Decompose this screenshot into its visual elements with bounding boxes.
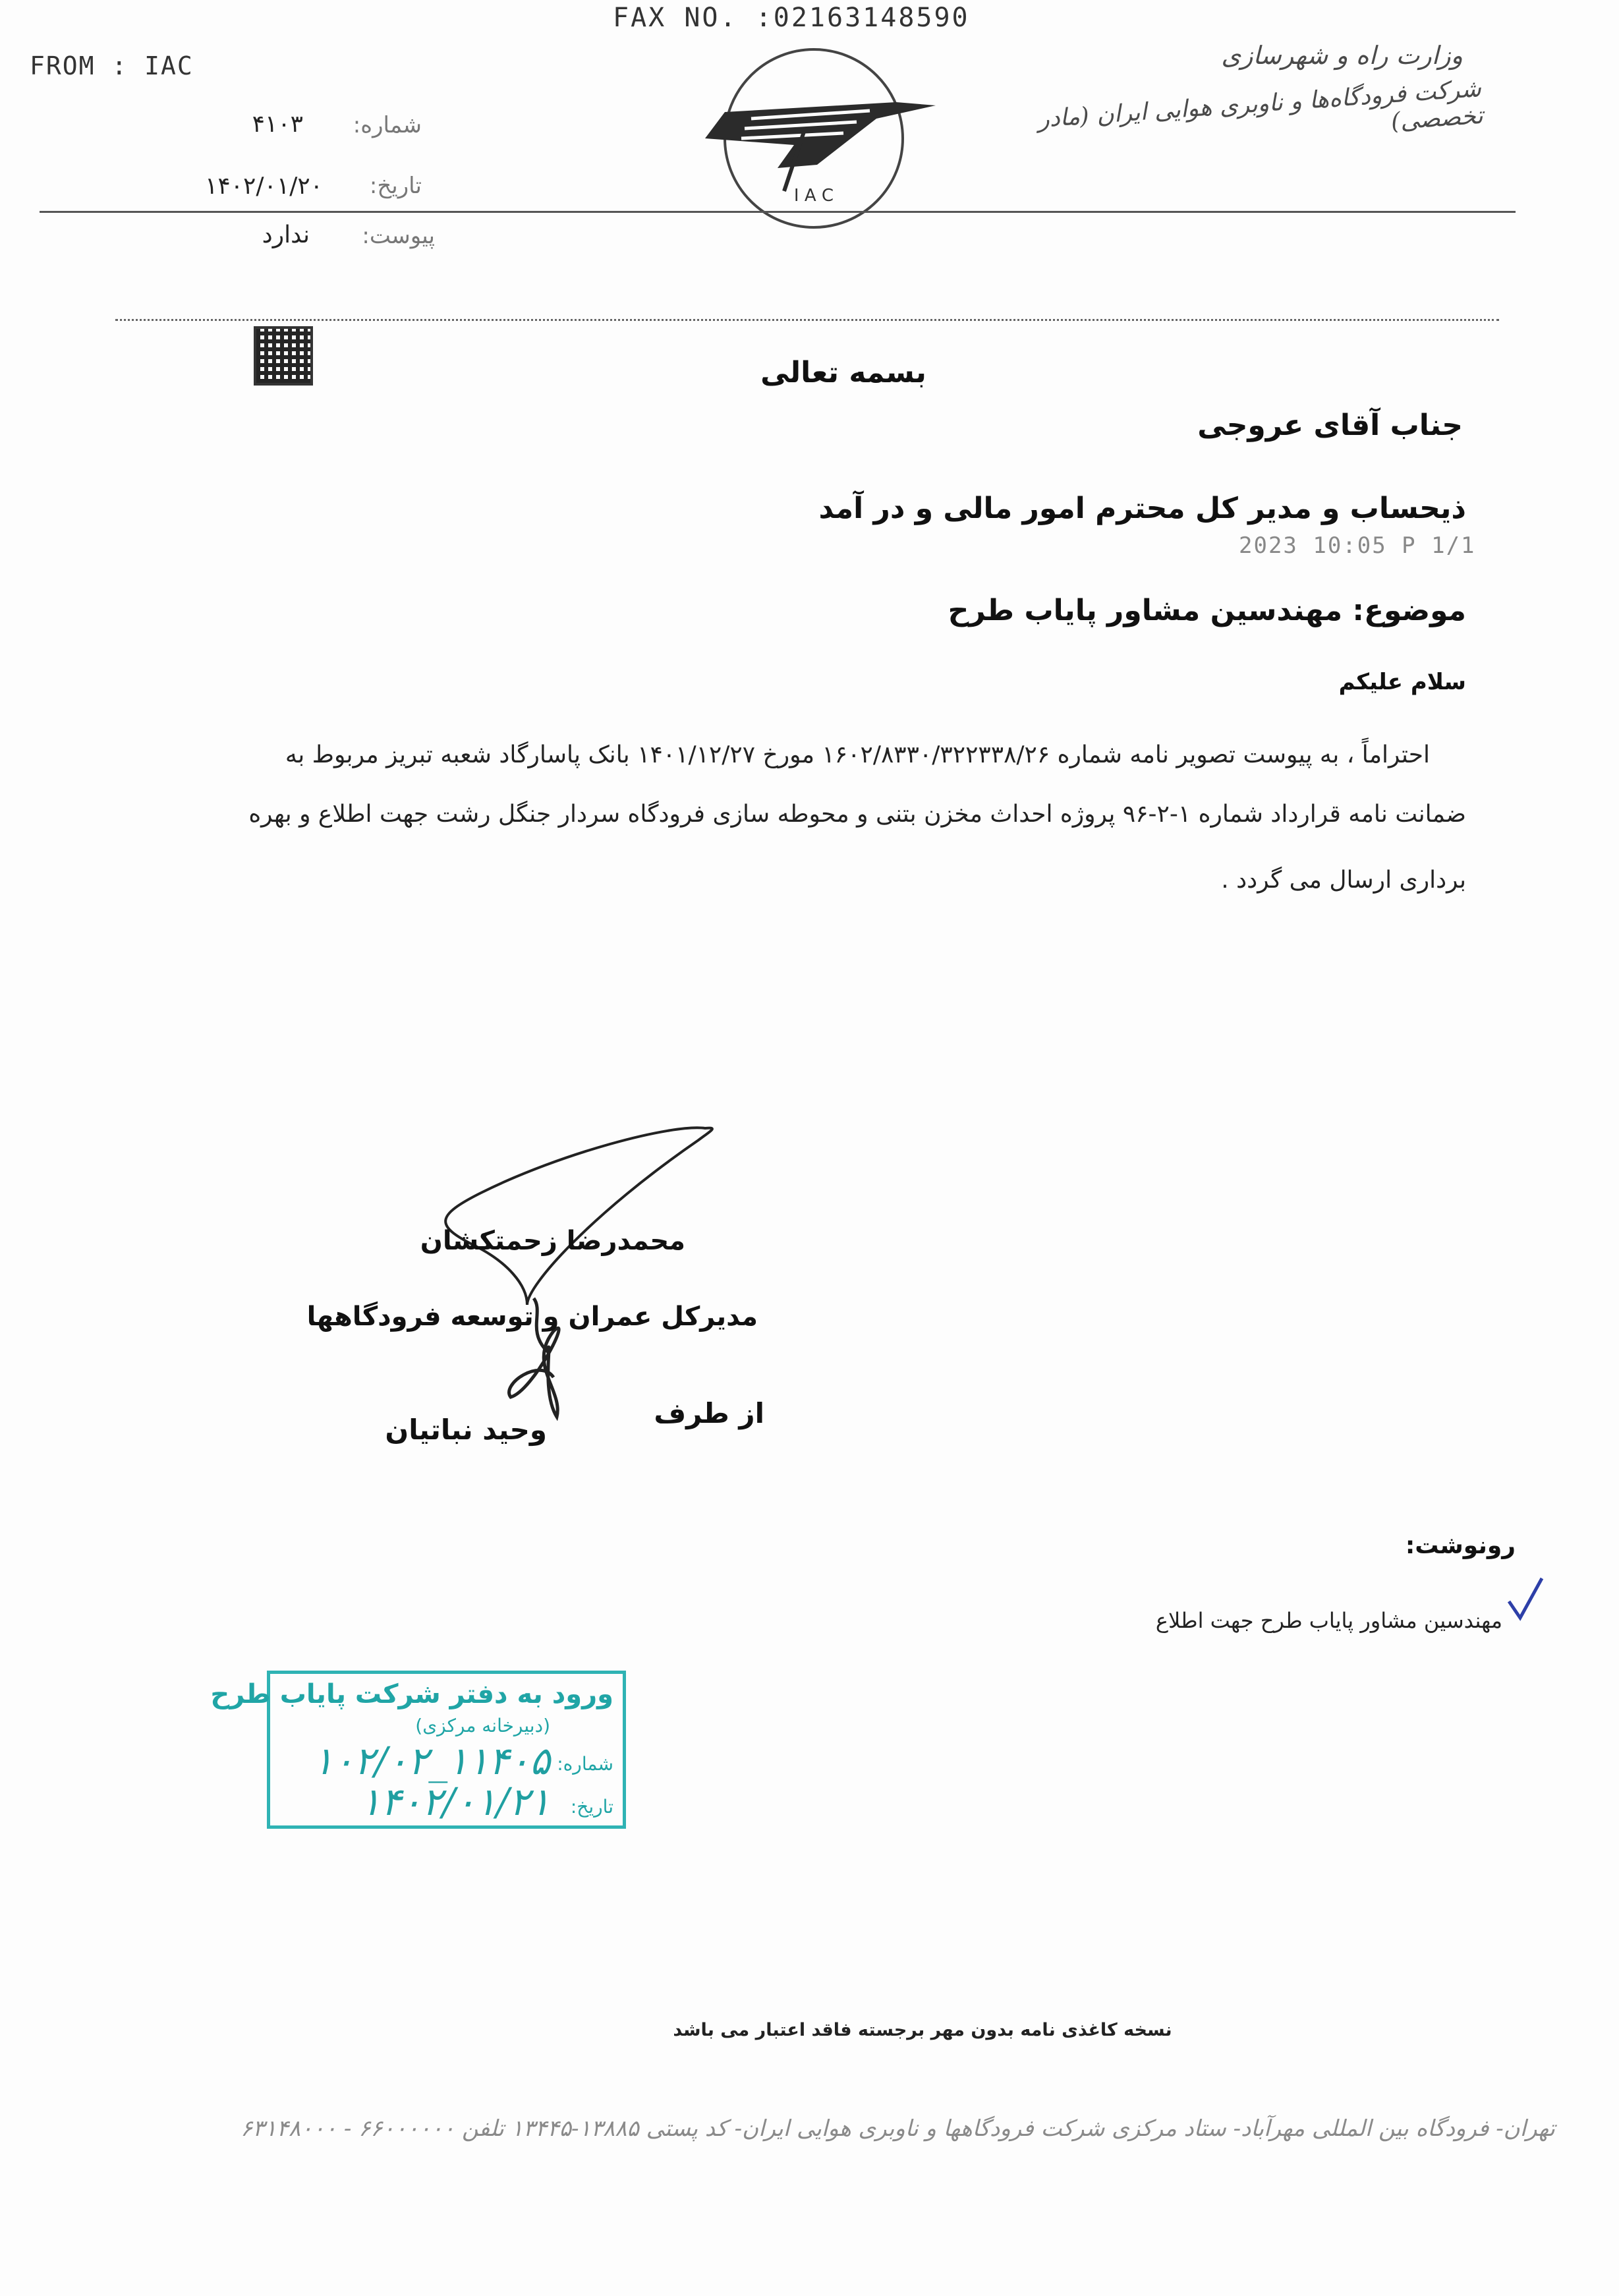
header-dotted-rule [115, 319, 1499, 321]
fax-transmission-stamp: 2023 10:05 P 1/1 [1239, 532, 1476, 559]
attachment-value: ندارد [262, 221, 310, 248]
receipt-stamp [210, 1671, 626, 1829]
cc-label: رونوشت: [1405, 1532, 1516, 1559]
stamp-date-label: تاریخ: [570, 1796, 613, 1818]
number-label: شماره: [353, 112, 422, 138]
on-behalf-name: وحید نباتیان [385, 1414, 547, 1446]
signer-name: محمدرضا زحمتکشان [420, 1226, 685, 1256]
on-behalf-label: از طرف [654, 1397, 764, 1429]
checkmark-icon [1506, 1575, 1545, 1621]
header-rule [40, 211, 1516, 213]
paragraph-line: برداری ارسال می گردد . [1221, 867, 1466, 894]
stamp-date-value: ۱۴۰۲/۰۱/۲۱ [360, 1779, 550, 1824]
addressee: جناب آقای عروجی [1197, 409, 1463, 442]
invocation: بسمه تعالی [760, 356, 926, 389]
cc-item: مهندسین مشاور پایاب طرح جهت اطلاع [1155, 1608, 1502, 1633]
iac-logo [679, 40, 936, 237]
signer-position: مدیرکل عمران و توسعه فرودگاهها [306, 1302, 758, 1332]
fax-number-header: FAX NO. :02163148590 [613, 3, 970, 33]
paragraph-line: احتراماً ، به پیوست تصویر نامه شماره ۱۶۰۲/۸۳۳۰/۳۲۲۳۳۸/۲۶ مورخ ۱۴۰۱/۱۲/۲۷ بانک پاسارگاد شعبه تبریز مربوط به [285, 741, 1430, 768]
paragraph-line: ضمانت نامه قرارداد شماره ۱-۲-۹۶ پروژه احداث مخزن بتنی و محوطه سازی فرودگاه سردار جنگل رشت جهت اطلاع و بهره [248, 801, 1466, 828]
date-label: تاریخ: [369, 173, 422, 199]
qr-code [254, 326, 313, 386]
fax-from-header: FROM : IAC [30, 51, 194, 80]
stamp-subtitle: (دبیرخانه مرکزی) [415, 1715, 550, 1736]
handwritten-signature [395, 1114, 764, 1430]
logo-letters: I A C [793, 186, 834, 206]
stamp-title: ورود به دفتر شرکت پایاب طرح [210, 1679, 613, 1709]
attachment-label: پیوست: [362, 223, 435, 249]
stamp-number-value: ۱۰۲/۰۲_۱۱۴۰۵ [312, 1738, 550, 1783]
company-name: شرکت فرودگاه‌ها و ناوبری هوایی ایران (مادر تخصصی) [1037, 74, 1484, 136]
ministry-name: وزارت راه و شهرسازی [1221, 41, 1463, 70]
validity-note: نسخه کاغذی نامه بدون مهر برجسته فاقد اعتبار می باشد [673, 2020, 1172, 2040]
addressee-title: ذیحساب و مدیر کل محترم امور مالی و در آمد [818, 492, 1466, 525]
greeting: سلام علیکم [1338, 669, 1466, 695]
footer-address: تهران- فرودگاه بین المللی مهرآباد- ستاد مرکزی شرکت فرودگاهها و ناوبری هوایی ایران- کد پستی ۱۳۸۸۵-۱۳۴۴۵ تلفن ۶۶۰۰۰۰۰۰ - ۶۳۱۴۸۰۰۰ [240, 2115, 1555, 2142]
subject-line: موضوع: مهندسین مشاور پایاب طرح [948, 594, 1466, 627]
number-value: ۴۱۰۳ [252, 111, 303, 138]
stamp-number-label: شماره: [557, 1753, 613, 1775]
date-value: ۱۴۰۲/۰۱/۲۰ [205, 173, 323, 200]
